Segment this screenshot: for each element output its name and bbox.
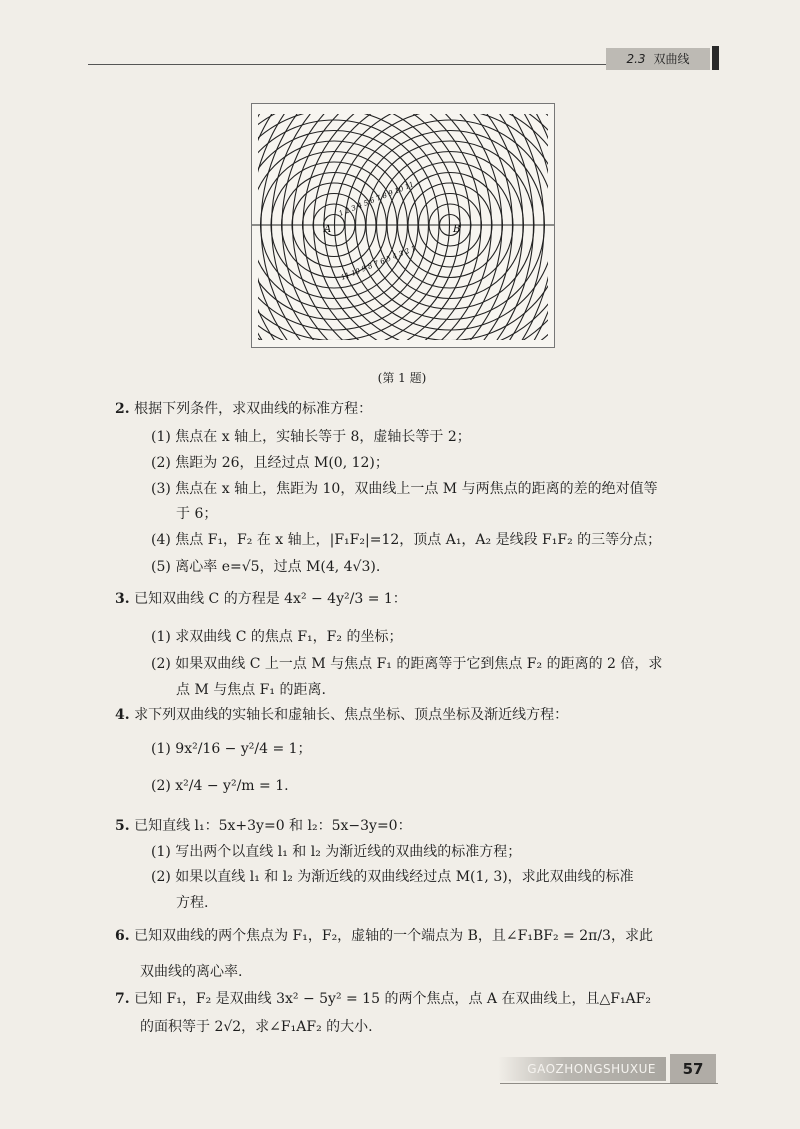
section-number: 2.3	[626, 52, 646, 66]
concentric-circles-figure	[251, 103, 555, 348]
page-number: 57	[670, 1054, 716, 1084]
ring-numbers-lower: 11 10 9 8 7 6 5 4 3 2 1	[339, 244, 418, 282]
problem-2-item-4: (4) 焦点 F₁，F₂ 在 x 轴上，|F₁F₂|=12，顶点 A₁，A₂ 是线段 F₁F₂ 的三等分点；	[151, 532, 662, 548]
figure-drawing	[252, 104, 554, 347]
focus-label-b: B	[453, 224, 461, 235]
problem-7-line-2: 的面积等于 2√2，求∠F₁AF₂ 的大小.	[140, 1019, 373, 1035]
problem-7-text: 已知 F₁，F₂ 是双曲线 3x² − 5y² = 15 的两个焦点，点 A 在双曲线上，且△F₁AF₂	[134, 991, 651, 1007]
problem-7-number: 7.	[115, 991, 130, 1007]
footer-series-label: GAOZHONGSHUXUE	[498, 1057, 666, 1081]
problem-3-item-2-cont: 点 M 与焦点 F₁ 的距离.	[176, 682, 326, 698]
problem-4-stem	[115, 704, 568, 724]
problem-5-stem	[115, 815, 412, 835]
problem-6-line-1	[115, 925, 653, 945]
problem-2-item-3: (3) 焦点在 x 轴上，焦距为 10，双曲线上一点 M 与两焦点的距离的差的绝对值等	[151, 481, 658, 497]
problem-4-item-2: (2) x²/4 − y²/m = 1.	[151, 778, 289, 794]
problem-5-item-1: (1) 写出两个以直线 l₁ 和 l₂ 为渐近线的双曲线的标准方程；	[151, 844, 522, 860]
footer-rule	[500, 1083, 718, 1084]
problem-4-number: 4.	[115, 707, 130, 723]
section-title: 双曲线	[653, 52, 690, 66]
problem-4-text: 求下列双曲线的实轴长和虚轴长、焦点坐标、顶点坐标及渐近线方程：	[134, 707, 569, 723]
problem-3-stem	[115, 588, 407, 608]
figure-caption: (第 1 题)	[377, 371, 427, 385]
problem-6-text: 已知双曲线的两个焦点为 F₁，F₂，虚轴的一个端点为 B，且∠F₁BF₂ = 2π/3，求此	[134, 928, 653, 944]
header-marker	[712, 46, 719, 70]
problem-3-text: 已知双曲线 C 的方程是 4x² − 4y²/3 = 1：	[134, 591, 407, 607]
problem-2-stem	[115, 398, 372, 418]
section-header	[606, 48, 710, 70]
problem-2-item-5: (5) 离心率 e=√5，过点 M(4, 4√3).	[151, 559, 381, 575]
problem-5-text: 已知直线 l₁：5x+3y=0 和 l₂：5x−3y=0：	[134, 818, 412, 834]
problem-2-item-2: (2) 焦距为 26，且经过点 M(0, 12)；	[151, 455, 389, 471]
problem-5-number: 5.	[115, 818, 130, 834]
problem-3-item-1: (1) 求双曲线 C 的焦点 F₁，F₂ 的坐标；	[151, 629, 403, 645]
problem-3-number: 3.	[115, 591, 130, 607]
problem-6-line-2: 双曲线的离心率.	[140, 964, 243, 980]
problem-6-number: 6.	[115, 928, 130, 944]
ring-numbers-upper: 1 2 3 4 5 6 7 8 9 10 11	[337, 180, 416, 218]
problem-2-item-1: (1) 焦点在 x 轴上，实轴长等于 8，虚轴长等于 2；	[151, 429, 471, 445]
problem-7-line-1	[115, 988, 651, 1008]
problem-2-item-3-cont: 于 6；	[176, 506, 218, 522]
focus-label-a: A	[324, 224, 332, 235]
problem-2-number: 2.	[115, 401, 130, 417]
problem-4-item-1: (1) 9x²/16 − y²/4 = 1；	[151, 741, 312, 757]
problem-2-text: 根据下列条件，求双曲线的标准方程：	[134, 401, 373, 417]
problem-5-item-2-cont: 方程.	[176, 895, 209, 911]
problem-5-item-2: (2) 如果以直线 l₁ 和 l₂ 为渐近线的双曲线经过点 M(1, 3)，求此双曲线的标准	[151, 869, 634, 885]
problem-3-item-2: (2) 如果双曲线 C 上一点 M 与焦点 F₁ 的距离等于它到焦点 F₂ 的距离的 2 倍，求	[151, 656, 663, 672]
